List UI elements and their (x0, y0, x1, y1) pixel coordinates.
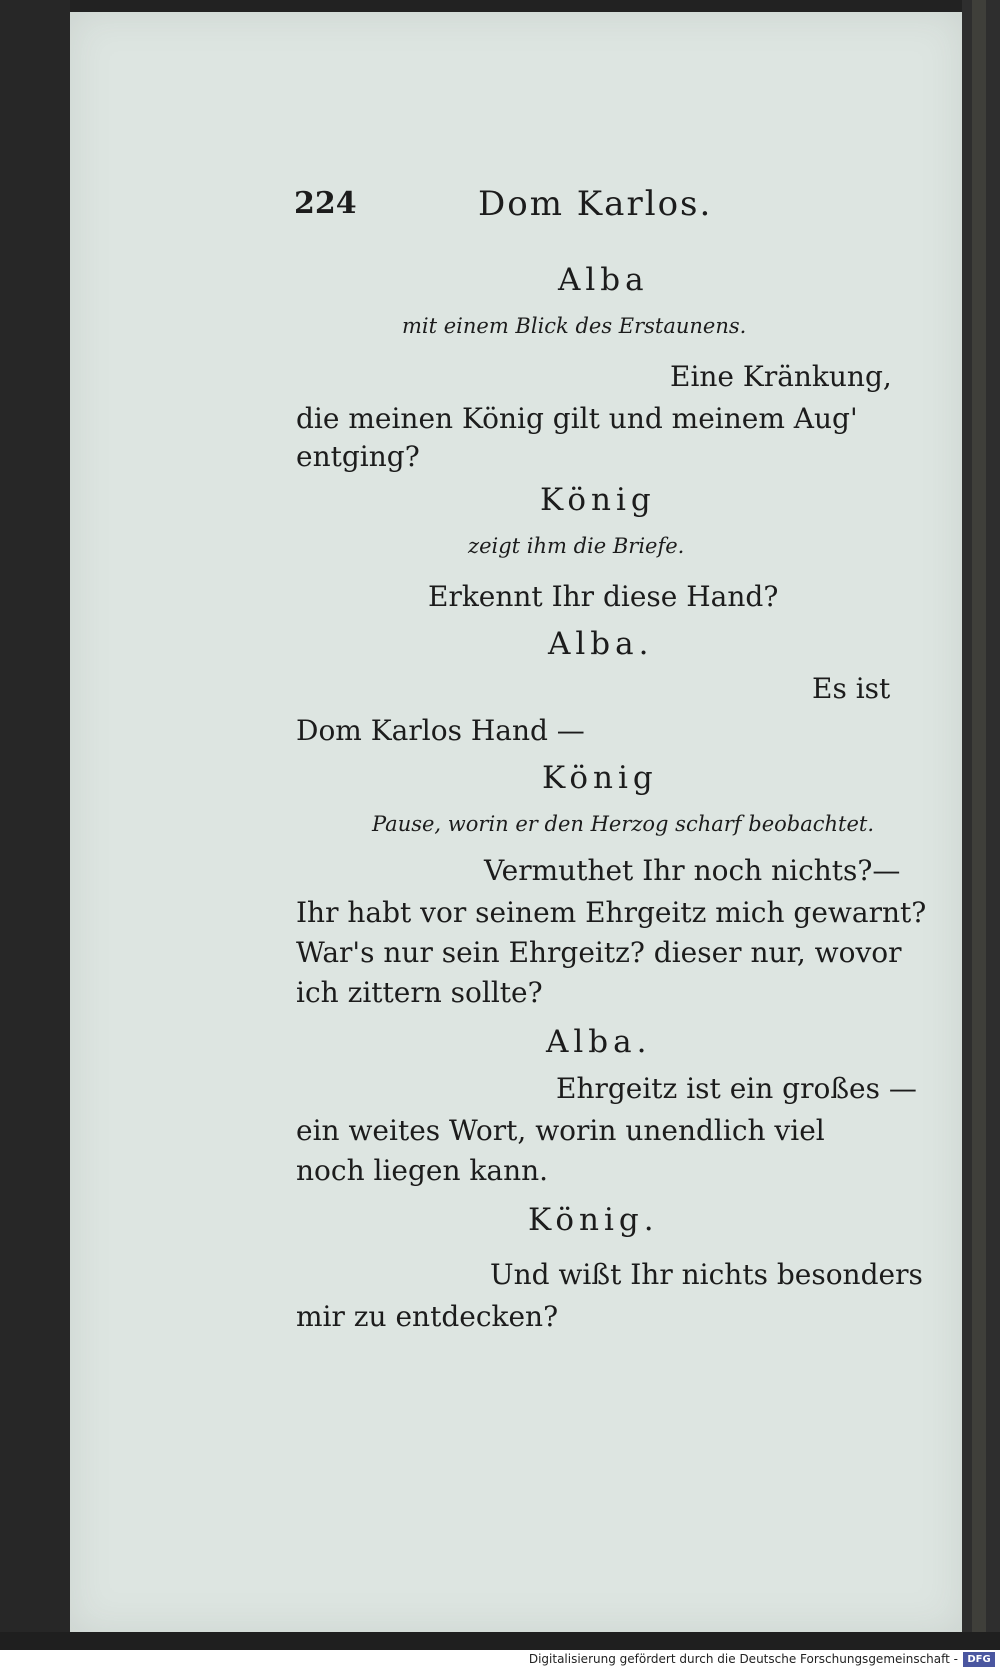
dfg-logo: DFG (963, 1652, 995, 1667)
book-edge (972, 0, 986, 1650)
speaker-name: König. (528, 1202, 659, 1238)
verse-line: Eine Kränkung, (670, 360, 892, 393)
page-text-area (70, 12, 962, 1632)
scanner-background-left (0, 0, 70, 1650)
verse-line: noch liegen kann. (296, 1154, 549, 1187)
verse-line: Ihr habt vor seinem Ehrgeitz mich gewarnt? (296, 896, 927, 929)
verse-line: die meinen König gilt und meinem Aug' (296, 402, 858, 435)
speaker-name: Alba. (546, 1024, 652, 1060)
verse-line: entging? (296, 440, 420, 473)
speaker-name: Alba. (548, 626, 654, 662)
verse-line: ein weites Wort, worin unendlich viel (296, 1114, 825, 1147)
verse-line: Und wißt Ihr nichts besonders (490, 1258, 923, 1291)
speaker-name: Alba (558, 262, 649, 298)
verse-line: Dom Karlos Hand — (296, 714, 585, 747)
scanner-background-bottom (0, 1632, 1000, 1650)
verse-line: Erkennt Ihr diese Hand? (428, 580, 779, 613)
verse-line: Es ist (812, 672, 891, 705)
running-title: Dom Karlos. (478, 184, 713, 224)
verse-line: ich zittern sollte? (296, 976, 543, 1009)
verse-line: mir zu entdecken? (296, 1300, 559, 1333)
stage-direction: zeigt ihm die Briefe. (468, 534, 685, 558)
digitization-credit: Digitalisierung gefördert durch die Deutsche Forschungsgemeinschaft - (528, 1652, 958, 1666)
verse-line: Ehrgeitz ist ein großes — (556, 1072, 917, 1105)
verse-line: War's nur sein Ehrgeitz? dieser nur, wovor (296, 936, 902, 969)
page-number: 224 (294, 186, 357, 221)
stage-direction: mit einem Blick des Erstaunens. (402, 314, 747, 338)
speaker-name: König (542, 760, 658, 796)
speaker-name: König (540, 482, 656, 518)
stage-direction: Pause, worin er den Herzog scharf beobachtet. (372, 812, 874, 836)
book-page (70, 12, 962, 1632)
verse-line: Vermuthet Ihr noch nichts?— (484, 854, 901, 887)
